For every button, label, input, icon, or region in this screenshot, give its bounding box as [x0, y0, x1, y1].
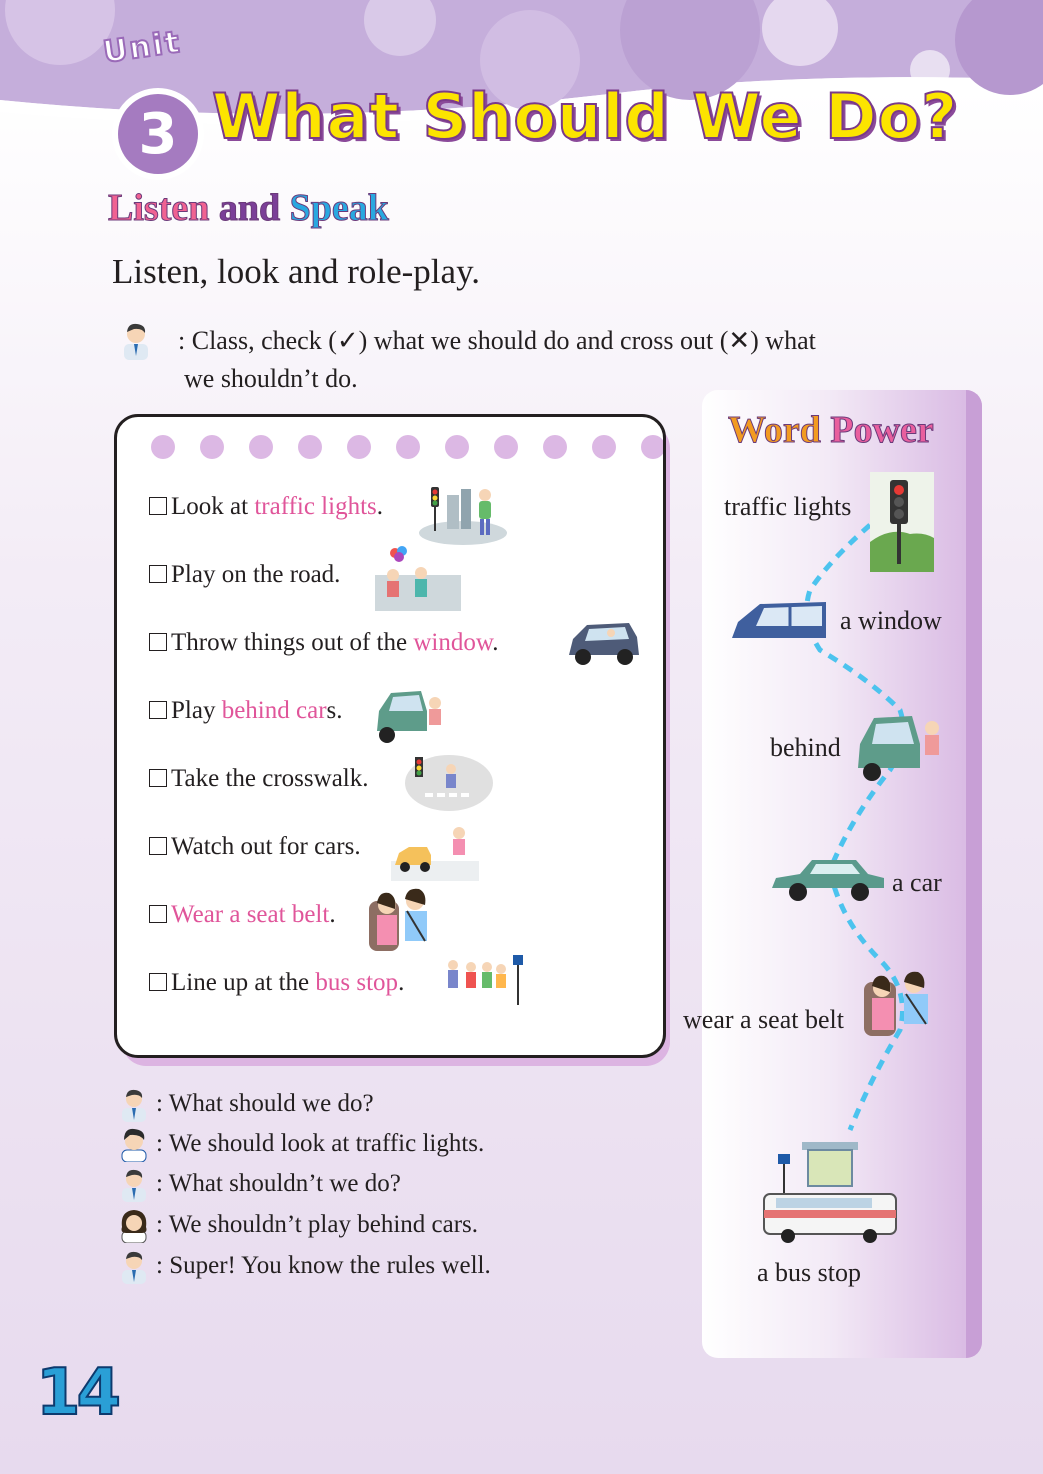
binder-hole [249, 435, 273, 459]
checklist-item: Look at traffic lights. [149, 493, 383, 521]
binder-hole [445, 435, 469, 459]
unit-number: 3 [118, 94, 198, 174]
car-window-icon [563, 615, 643, 673]
checkbox[interactable] [149, 905, 167, 923]
binder-hole [347, 435, 371, 459]
word-seat-belt: wear a seat belt [683, 1005, 844, 1034]
checkbox[interactable] [149, 497, 167, 515]
unit-label: Unit [100, 24, 184, 71]
word-traffic-lights: traffic lights [724, 492, 852, 521]
word-bus-stop: a bus stop [757, 1258, 861, 1287]
child-behind-car-word-icon [856, 710, 946, 782]
teacher-avatar-icon [116, 1166, 152, 1202]
checkbox[interactable] [149, 701, 167, 719]
checklist-item: Throw things out of the window. [149, 629, 499, 657]
checkbox[interactable] [149, 973, 167, 991]
checkbox[interactable] [149, 837, 167, 855]
checkbox[interactable] [149, 633, 167, 651]
dialogue-line: : We should look at traffic lights. [116, 1126, 484, 1162]
unit-number-badge [112, 88, 204, 180]
boy-avatar-icon [116, 1126, 152, 1162]
checklist-item: Play on the road. [149, 561, 340, 589]
dialogue-line: : Super! You know the rules well. [116, 1248, 491, 1284]
checklist-item: Wear a seat belt. [149, 901, 336, 929]
unit-title: What Should We Do? [212, 80, 959, 153]
car-window-word-icon [730, 598, 828, 644]
checkbox[interactable] [149, 769, 167, 787]
teacher-prompt-line1: : Class, check (✓) what we should do and cross out (✕) what [178, 326, 816, 355]
binder-hole [592, 435, 616, 459]
dialogue-line: : What should we do? [116, 1086, 374, 1122]
child-behind-car-icon [375, 685, 447, 745]
page-number: 14 [36, 1356, 118, 1430]
dialogue-line: : What shouldn’t we do? [116, 1166, 401, 1202]
crosswalk-scene-icon [405, 751, 493, 811]
seat-belt-word-icon [860, 966, 944, 1040]
section-word-and: and [218, 187, 281, 229]
word-behind: behind [770, 733, 841, 762]
word-car: a car [892, 868, 942, 897]
teacher-avatar-icon [116, 1248, 152, 1284]
dialogue-line: : We shouldn’t play behind cars. [116, 1207, 478, 1243]
word-window: a window [840, 606, 942, 635]
section-heading [108, 186, 389, 230]
binder-holes [151, 435, 665, 459]
teacher-avatar-icon [116, 1086, 152, 1122]
binder-hole [151, 435, 175, 459]
children-playing-road-icon [375, 545, 461, 611]
watch-out-cars-scene-icon [391, 825, 479, 881]
word-power-title: Word Power [728, 409, 934, 451]
binder-hole [494, 435, 518, 459]
checklist-item: Play behind cars. [149, 697, 343, 725]
traffic-light-icon [870, 472, 934, 572]
binder-hole [298, 435, 322, 459]
teacher-prompt-line2: we shouldn’t do. [184, 364, 358, 393]
car-word-icon [770, 854, 886, 904]
binder-hole [543, 435, 567, 459]
bus-stop-word-icon [762, 1140, 898, 1244]
binder-hole [641, 435, 665, 459]
bus-stop-queue-icon [443, 951, 529, 1013]
teacher-prompt [178, 322, 898, 398]
section-word-listen: Listen [108, 187, 210, 229]
checklist-card [114, 414, 666, 1058]
checklist-item: Take the crosswalk. [149, 765, 369, 793]
girl-avatar-icon [116, 1207, 152, 1243]
binder-hole [396, 435, 420, 459]
instruction-text: Listen, look and role-play. [112, 252, 481, 291]
checkbox[interactable] [149, 565, 167, 583]
teacher-avatar-icon [118, 320, 154, 360]
binder-hole [200, 435, 224, 459]
checklist-item: Watch out for cars. [149, 833, 361, 861]
checklist-item: Line up at the bus stop. [149, 969, 404, 997]
traffic-lights-scene-icon [417, 483, 509, 545]
seat-belt-scene-icon [363, 883, 443, 955]
section-word-speak: Speak [289, 187, 389, 229]
